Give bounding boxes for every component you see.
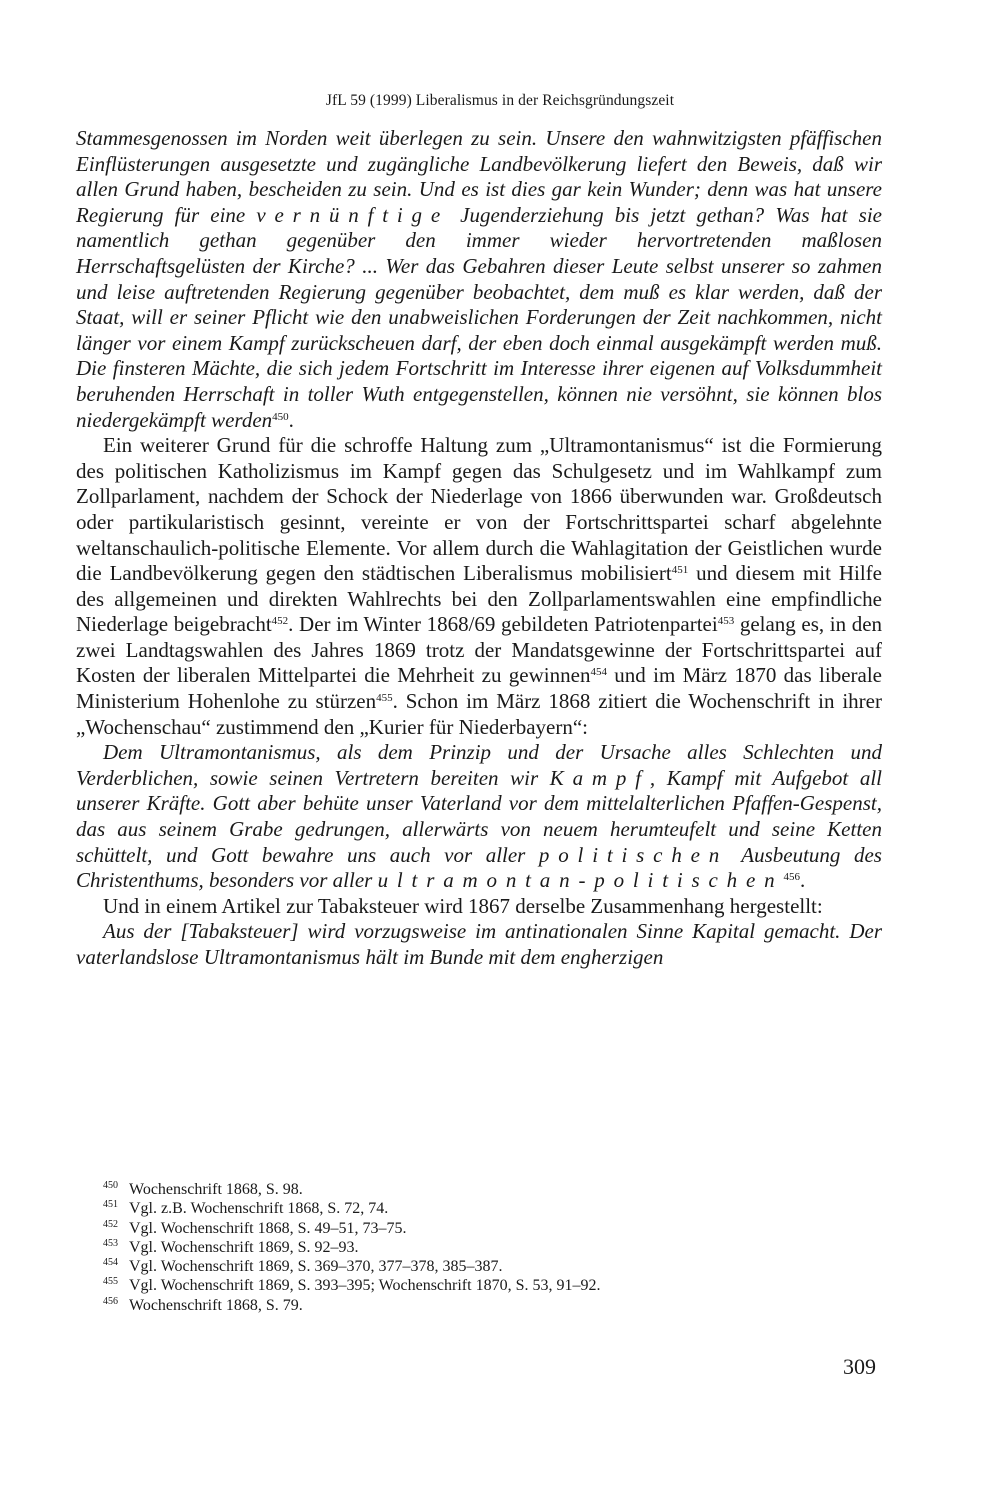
quote-text: Ausbeutung des Christenthums, besonders vor aller [76, 842, 882, 893]
quote-end: . [799, 868, 806, 893]
spaced-emphasis: vernünftige [256, 202, 450, 227]
footnotes [103, 1180, 863, 1315]
body-paragraph-1 [76, 433, 882, 740]
footnote-number: 451 [103, 1199, 118, 1211]
footnote-ref: 456 [783, 871, 800, 884]
quote-text: Stammesgenossen im Norden weit überlegen zu sein. Unsere den wahnwitzigsten pfäffischen Einflüsterungen ausgesetzte und zugängliche Landbevölkerung liefert den Beweis, daß wir allen Grund haben, bescheiden zu sein. Und es ist dies gar kein Wunder; denn was hat unsere Regierung für eine [76, 126, 882, 227]
footnote-ref: 453 [717, 615, 735, 628]
footnote [103, 1219, 863, 1238]
quote-text: , Kampf mit Aufgebot all unserer Kräfte. Gott aber behüte unser Vaterland vor dem mittelalterlichen Pfaffen-Gespenst, das aus seinem Grabe gedrungen, allerwärts von neuem herumteufelt und seine Ketten schüttelt, und Gott bewahre uns auch vor aller [76, 765, 882, 867]
footnote-ref: 454 [590, 666, 607, 679]
footnote-number: 456 [103, 1295, 118, 1307]
quote-text: Aus der [Tabaksteuer] wird vorzugsweise im antinationalen Sinne Kapital gemacht. Der vaterlandslose Ultramontanismus hält im Bunde mit dem engherzigen [76, 919, 882, 969]
footnote-text: Vgl. Wochenschrift 1869, S. 92–93. [129, 1238, 359, 1256]
quote-text: Dem Ultramontanismus, als dem Prinzip und der Ursache alles Schlechten und Verderblichen, sowie seinen Vertretern bereiten wir [76, 740, 882, 790]
footnote-number: 450 [103, 1180, 118, 1191]
quote-block-2 [76, 740, 882, 894]
running-header: JfL 59 (1999) Liberalismus in der Reichsgründungszeit [325, 92, 675, 109]
footnote-ref: 451 [671, 564, 689, 577]
page-number: 309 [843, 1354, 876, 1379]
paragraph-text: und diesem mit Hilfe des allgemeinen und direkten Wahlrechts bei den Zollparlamentswahlen eine empfindliche Niederlage beigebracht [76, 561, 882, 637]
footnote-ref: 452 [271, 615, 289, 628]
footnote [103, 1296, 863, 1315]
footnote-number: 455 [103, 1276, 118, 1288]
paragraph-text: gelang es, in den zwei Landtagswahlen des Jahres 1869 trotz der Mandatsgewinne der Fortschrittspartei auf Kosten der liberalen Mittelpartei die Mehrheit zu gewinnen [76, 612, 883, 688]
footnote [103, 1257, 863, 1276]
footnote-number: 453 [103, 1237, 118, 1249]
paragraph-text: Ein weiterer Grund für die schroffe Haltung zum „Ultramontanismus“ ist die Formierung des politischen Katholizismus im Kampf gegen das Schulgesetz und im Wahlkampf zum Zollparlament, nachdem der Schock der Niederlage von 1866 überwunden war. Großdeutsch oder partikularistisch gesinnt, vereinte er von der Fortschrittspartei scharf abgelehnte weltanschaulich-politische Elemente. Vor allem durch die Wahlagitation der Geistlichen wurde die Landbevölkerung gegen den städtischen Liberalismus mobilisiert [76, 433, 882, 586]
paragraph-text: . Schon im März 1868 zitiert die Wochenschrift in ihrer „Wochenschau“ zustimmend den „Kurier für Niederbayern“: [76, 689, 882, 739]
footnote-text: Vgl. Wochenschrift 1869, S. 393–395; Wochenschrift 1870, S. 53, 91–92. [129, 1277, 601, 1295]
footnote [103, 1276, 863, 1295]
footnote-text: Wochenschrift 1868, S. 79. [129, 1296, 303, 1314]
footnote [103, 1238, 863, 1257]
footnote [103, 1180, 863, 1199]
spaced-emphasis: Kampf [549, 765, 650, 790]
spaced-emphasis: ultramontan-politischen [377, 868, 784, 893]
body-paragraph-2: Und in einem Artikel zur Tabaksteuer wird 1867 derselbe Zusammenhang hergestellt: [103, 893, 823, 918]
quote-block-3 [76, 919, 882, 970]
footnote-text: Vgl. Wochenschrift 1869, S. 369–370, 377–378, 385–387. [129, 1258, 503, 1276]
spaced-emphasis: politischen [538, 842, 729, 867]
quote-text: Jugenderziehung bis jetzt gethan? Was hat sie namentlich gethan gegenüber den immer wieder hervortretenden maßlosen Herrschaftsgelüsten der Kirche? ... Wer das Gebahren dieser Leute selbst unserer so zahmen und leise auftretenden Regierung gegenüber beobachtet, dem muß es klar werden, daß der Staat, will er seiner Pflicht wie den unabweislichen Forderungen der Zeit nachkommen, nicht länger vor einem Kampf zurückscheuen darf, der eben doch einmal ausgekämpft werden muß. Die finsteren Mächte, die sich jedem Fortschritt im Interesse ihrer eigenen auf Volksdummheit beruhenden Herrschaft in toller Wuth entgegenstellen, können nie versöhnt, sie können blos niedergekämpft werden [76, 202, 882, 432]
footnote-text: Vgl. Wochenschrift 1868, S. 49–51, 73–75. [129, 1219, 407, 1237]
footnote-text: Wochenschrift 1868, S. 98. [129, 1181, 303, 1198]
quote-block-1 [76, 126, 882, 433]
paragraph-text: und im März 1870 das liberale Ministerium Hohenlohe zu stürzen [76, 663, 882, 714]
paragraph-text: . Der im Winter 1868/69 gebildeten Patriotenpartei [288, 612, 718, 637]
main-text [76, 126, 882, 971]
footnote-number: 452 [103, 1218, 118, 1230]
footnote-ref: 450 [272, 410, 289, 423]
footnote-text: Vgl. z.B. Wochenschrift 1868, S. 72, 74. [129, 1200, 389, 1218]
footnote-number: 454 [103, 1257, 118, 1269]
footnote [103, 1199, 863, 1218]
footnote-ref: 455 [376, 692, 393, 705]
quote-end: . [288, 407, 294, 432]
